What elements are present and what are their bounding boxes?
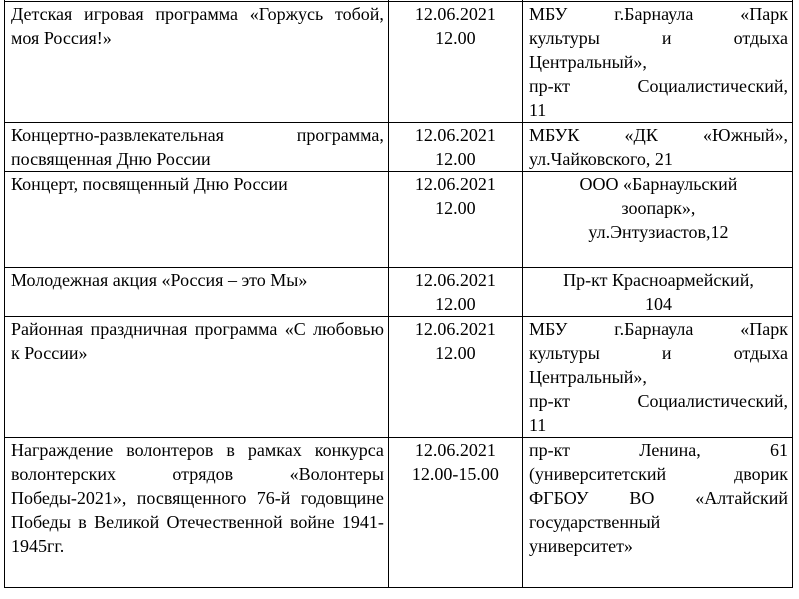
place-line: культуры и отдыха — [528, 343, 788, 363]
place-cell — [522, 2, 792, 123]
datetime-cell — [388, 172, 522, 268]
table-row — [5, 268, 793, 317]
datetime-cell — [388, 2, 522, 123]
table-row — [5, 2, 793, 123]
datetime-cell — [388, 317, 522, 438]
events-table — [4, 0, 793, 588]
event-date: 12.06.2021 — [414, 270, 496, 290]
place-line: ул.Чайковского, 21 — [528, 149, 673, 169]
event-cell: Молодежная акция «Россия – это Мы» — [5, 268, 389, 317]
event-time: 12.00 — [435, 294, 476, 314]
event-cell: Районная праздничная программа «С любовью к России» — [5, 317, 389, 438]
table-row — [5, 438, 793, 588]
event-date: 12.06.2021 — [414, 125, 496, 145]
place-line: университет» — [528, 536, 633, 556]
place-cell — [522, 172, 792, 268]
event-time: 12.00-15.00 — [411, 464, 499, 484]
event-time: 12.00 — [435, 343, 476, 363]
event-cell: Детская игровая программа «Горжусь тобой, моя Россия!» — [5, 2, 389, 123]
event-cell: Концерт, посвященный Дню России — [5, 172, 389, 268]
place-line: 104 — [644, 294, 672, 314]
datetime-cell — [388, 438, 522, 588]
place-line: 11 — [528, 100, 547, 120]
place-cell — [522, 123, 792, 172]
place-line: МБУ г.Барнаула «Парк — [528, 4, 788, 24]
event-time: 12.00 — [435, 28, 476, 48]
place-line: ул.Энтузиастов,12 — [588, 222, 729, 242]
event-date: 12.06.2021 — [414, 319, 496, 339]
place-line: ООО «Барнаульский — [579, 174, 738, 194]
place-line: зоопарк», — [621, 198, 696, 218]
place-cell — [522, 317, 792, 438]
place-line: пр-кт Социалистический, — [528, 76, 788, 96]
table-row — [5, 123, 793, 172]
place-line: 11 — [528, 415, 547, 435]
event-time: 12.00 — [435, 149, 476, 169]
table-row — [5, 172, 793, 268]
place-line: МБУ г.Барнаула «Парк — [528, 319, 788, 339]
place-cell — [522, 268, 792, 317]
place-line: Центральный», — [528, 52, 647, 72]
datetime-cell — [388, 123, 522, 172]
place-line: пр-кт Социалистический, — [528, 391, 788, 411]
place-line: Пр-кт Красноармейский, — [563, 270, 754, 290]
event-cell: Награждение волонтеров в рамках конкурса волонтерских отрядов «Волонтеры Победы-2021», посвященного 76-й годовщине Победы в Великой Отечественной войне 1941-1945гг. — [5, 438, 389, 588]
place-line: МБУК «ДК «Южный», — [528, 125, 788, 145]
place-line: пр-кт Ленина, 61 — [528, 440, 788, 460]
table-row — [5, 317, 793, 438]
place-line: (университетский дворик — [528, 464, 788, 484]
place-cell — [522, 438, 792, 588]
event-date: 12.06.2021 — [414, 4, 496, 24]
place-line: государственный — [528, 512, 661, 532]
datetime-cell — [388, 268, 522, 317]
event-cell: Концертно-развлекательная программа, посвященная Дню России — [5, 123, 389, 172]
place-line: культуры и отдыха — [528, 28, 788, 48]
event-date: 12.06.2021 — [414, 440, 496, 460]
event-time: 12.00 — [435, 198, 476, 218]
place-line: Центральный», — [528, 367, 647, 387]
event-date: 12.06.2021 — [414, 174, 496, 194]
place-line: ФГБОУ ВО «Алтайский — [528, 488, 788, 508]
